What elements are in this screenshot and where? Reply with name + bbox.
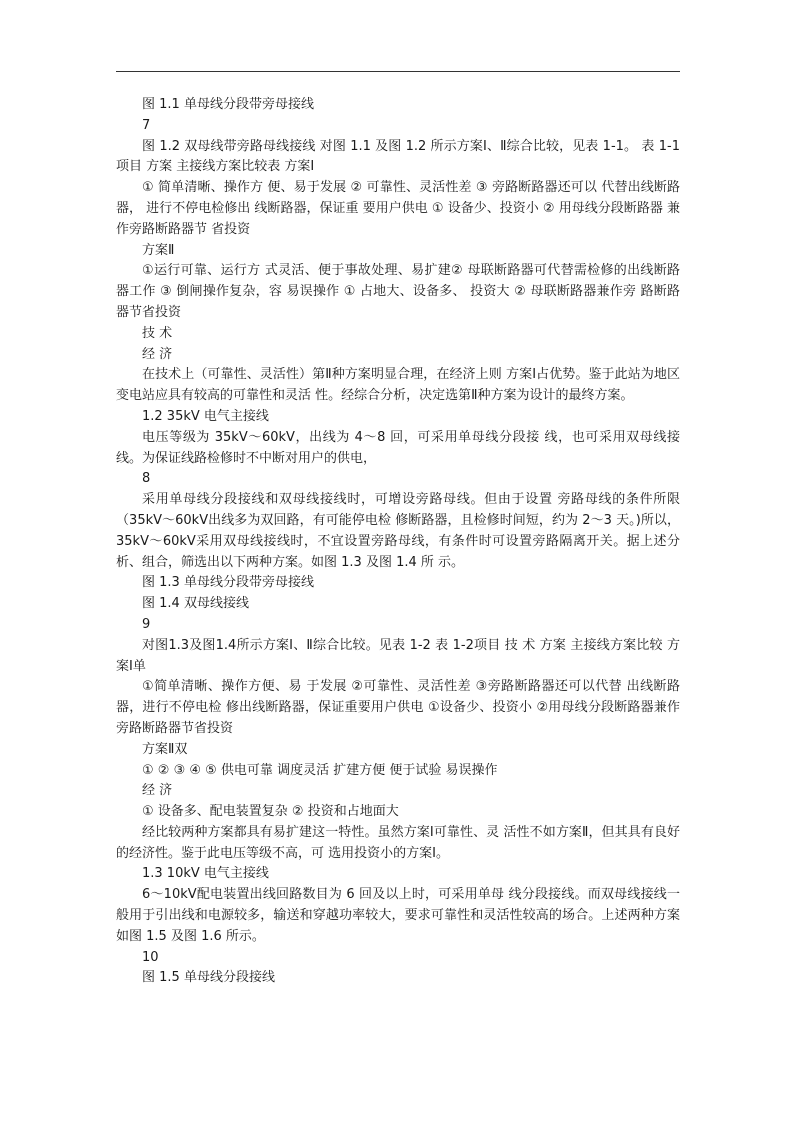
table-label: 技 术: [142, 325, 173, 341]
document-body: [116, 95, 680, 989]
paragraph: 图 1.2 双母线带旁路母线接线 对图 1.1 及图 1.2 所示方案Ⅰ、Ⅱ综合比较，见表 1-1。 表 1-1 项目 方案 主接线方案比较表 方案Ⅰ: [116, 138, 680, 175]
paragraph: 电压等级为 35kV～60kV，出线为 4～8 回，可采用单母线分段接 线，也可采用双母线接线。为保证线路检修时不中断对用户的供电，: [116, 429, 680, 466]
paragraph: 在技术上（可靠性、灵活性）第Ⅱ种方案明显合理，在经济上则 方案Ⅰ占优势。鉴于此站为地区变电站应具有较高的可靠性和灵活 性。经综合分析，决定选第Ⅱ种方案为设计的最终方案。: [116, 367, 680, 404]
header-rule: [116, 71, 680, 72]
figure-caption: 图 1.5 单母线分段接线: [142, 970, 275, 986]
paragraph: 对图1.3及图1.4所示方案Ⅰ、Ⅱ综合比较。见表 1-2 表 1-2项目 技 术 方案 主接线方案比较 方案Ⅰ单: [116, 637, 680, 674]
section-heading: 1.3 10kV 电气主接线: [142, 866, 269, 882]
table-label: 方案Ⅱ: [142, 242, 175, 258]
page-number: 8: [142, 471, 151, 487]
paragraph: 6～10kV配电装置出线回路数目为 6 回及以上时，可采用单母 线分段接线。而双母线接线一般用于引出线和电源较多，输送和穿越功率较大，要求可靠性和灵活性较高的场合。上述两种方案如图 1.5 及图 1.6 所示。: [116, 887, 680, 944]
paragraph: ①简单清晰、操作方便、易 于发展 ②可靠性、灵活性差 ③旁路断路器还可以代替 出线断路器，进行不停电检 修出线断路器，保证重要用户供电 ①设备少、投资小 ②用母线分段断路器兼作 旁路断路器节省投资: [116, 679, 680, 736]
figure-caption: 图 1.3 单母线分段带旁母接线: [142, 575, 314, 591]
table-label: 经 济: [142, 783, 173, 799]
section-heading: 1.2 35kV 电气主接线: [142, 408, 269, 424]
table-label: 方案Ⅱ双: [142, 741, 188, 757]
paragraph: ①运行可靠、运行方 式灵活、便于事故处理、易扩建② 母联断路器可代替需检修的出线断路 器工作 ③ 倒闸操作复杂，容 易误操作 ① 占地大、设备多、 投资大 ② 母联断路器兼作旁 路断路器节省投资: [116, 263, 680, 320]
table-label: 经 济: [142, 346, 173, 362]
paragraph: 采用单母线分段接线和双母线接线时，可增设旁路母线。但由于设置 旁路母线的条件所限（35kV～60kV出线多为双回路，有可能停电检 修断路器，且检修时间短，约为 2～3 天。)所以，35kV～60kV采用双母线接线时，不宜设置旁路母线，有条件时可设置旁路隔离开关。据上述分析、组合，筛选出以下两种方案。如图 1.3 及图 1.4 所 示。: [116, 492, 680, 570]
paragraph: ① ② ③ ④ ⑤ 供电可靠 调度灵活 扩建方便 便于试验 易误操作: [142, 762, 498, 778]
figure-caption: 图 1.1 单母线分段带旁母接线: [142, 97, 314, 112]
page-number: 10: [142, 949, 159, 965]
figure-caption: 图 1.4 双母线接线: [142, 596, 249, 612]
paragraph: 经比较两种方案都具有易扩建这一特性。虽然方案Ⅰ可靠性、灵 活性不如方案Ⅱ，但其具有良好的经济性。鉴于此电压等级不高，可 选用投资小的方案Ⅰ。: [116, 824, 680, 861]
paragraph: ① 设备多、配电装置复杂 ② 投资和占地面大: [142, 804, 399, 820]
paragraph: ① 简单清晰、操作方 便、易于发展 ② 可靠性、灵活性差 ③ 旁路断路器还可以 代替出线断路器， 进行不停电检修出 线断路器，保证重 要用户供电 ① 设备少、投资小 ② 用母线分段断路器 兼作旁路断路器节 省投资: [116, 180, 680, 237]
page-number: 7: [142, 117, 151, 133]
page-number: 9: [142, 616, 151, 632]
